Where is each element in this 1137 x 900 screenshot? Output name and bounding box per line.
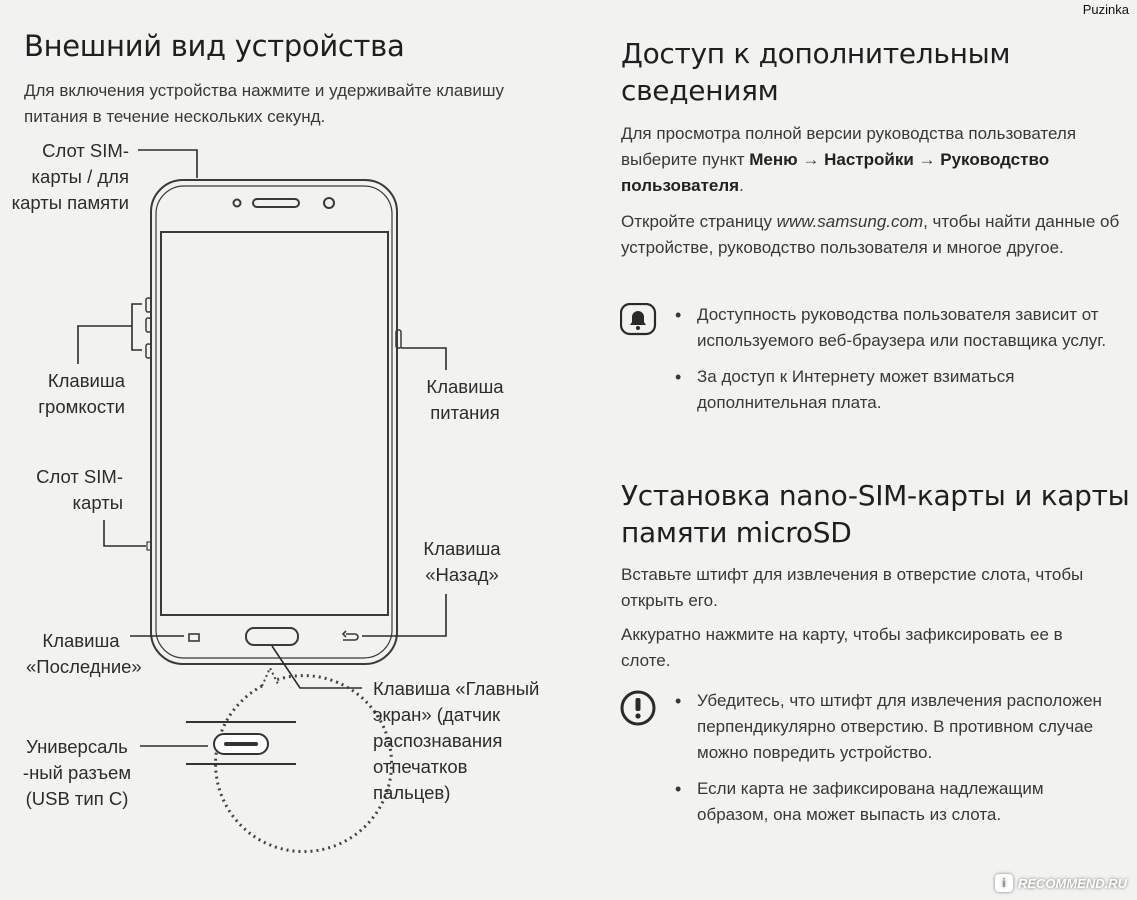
volume-down-key (146, 318, 151, 332)
phone-bezel (156, 186, 392, 658)
earpiece (253, 199, 299, 207)
front-camera (324, 198, 334, 208)
label-sim-memory-slot: Слот SIM-карты / для карты памяти (11, 140, 129, 213)
watermark-puzinka: Puzinka (1082, 2, 1129, 17)
usb-detail (186, 668, 392, 852)
phone-body (151, 180, 397, 664)
label-sim-slot: Слот SIM-карты (36, 466, 123, 513)
label-recent-key: Клавиша «Последние» (26, 630, 142, 677)
access-note-item: • Доступность руководства пользователя зависит от используемого веб-браузера или поставщика услуг. (675, 302, 1115, 354)
menu-term: Меню (749, 150, 798, 169)
access-paragraph-2: Откройте страницу www.samsung.com, чтобы найти данные об устройстве, руководство пользователя и многое другое. (621, 212, 1120, 257)
label-volume-key: Клавиша громкости (38, 370, 125, 417)
power-on-instruction: Для включения устройства нажмите и удерживайте клавишу питания в течение нескольких секунд. (24, 81, 505, 126)
install-paragraph-2: Аккуратно нажмите на карту, чтобы зафиксировать ее в слоте. (621, 625, 1063, 670)
install-section-title: Установка nano-SIM-карты и карты памяти microSD (621, 479, 1130, 549)
label-back-key: Клавиша «Назад» (423, 538, 501, 585)
install-note-item: • Если карта не зафиксирована надлежащим образом, она может выпасть из слота. (675, 776, 1115, 828)
label-usb-port: Универсаль -ный разъем (USB тип C) (22, 736, 132, 809)
install-paragraph-1: Вставьте штифт для извлечения в отверстие слота, чтобы открыть его. (621, 565, 1084, 610)
front-sensor (234, 200, 241, 207)
access-paragraph-1: Для просмотра полной версии руководства пользователя выберите пункт Меню → Настройки → Руководство пользователя. (621, 124, 1077, 195)
back-icon (343, 631, 358, 640)
device-appearance-title: Внешний вид устройства (24, 29, 405, 63)
samsung-link: www.samsung.com (776, 212, 924, 231)
phone-screen (161, 232, 388, 615)
install-note-item: • Убедитесь, что штифт для извлечения расположен перпендикулярно отверстию. В противном случае можно повредить устройство. (675, 688, 1115, 766)
recommend-logo-icon: i (995, 874, 1013, 892)
home-button (246, 628, 298, 645)
user-guide-term: Руководство пользователя (621, 150, 1050, 195)
volume-up-key (146, 298, 151, 312)
power-key (396, 330, 401, 348)
label-power-key: Клавиша питания (426, 376, 504, 423)
recent-icon (189, 634, 199, 641)
settings-term: Настройки (824, 150, 914, 169)
warning-icon (620, 689, 660, 729)
label-home-key: Клавиша «Главный экран» (датчик распознавания отпечатков пальцев) (373, 678, 540, 803)
bell-notice-icon (620, 303, 660, 339)
recommend-watermark: i RECOMMEND.RU (995, 874, 1127, 892)
access-note-item: • За доступ к Интернету может взиматься дополнительная плата. (675, 364, 1115, 416)
install-notes (675, 688, 1115, 838)
access-section-title: Доступ к дополнительным сведениям (621, 37, 1011, 107)
access-notes (675, 302, 1115, 426)
volume-extra-key (146, 344, 151, 358)
